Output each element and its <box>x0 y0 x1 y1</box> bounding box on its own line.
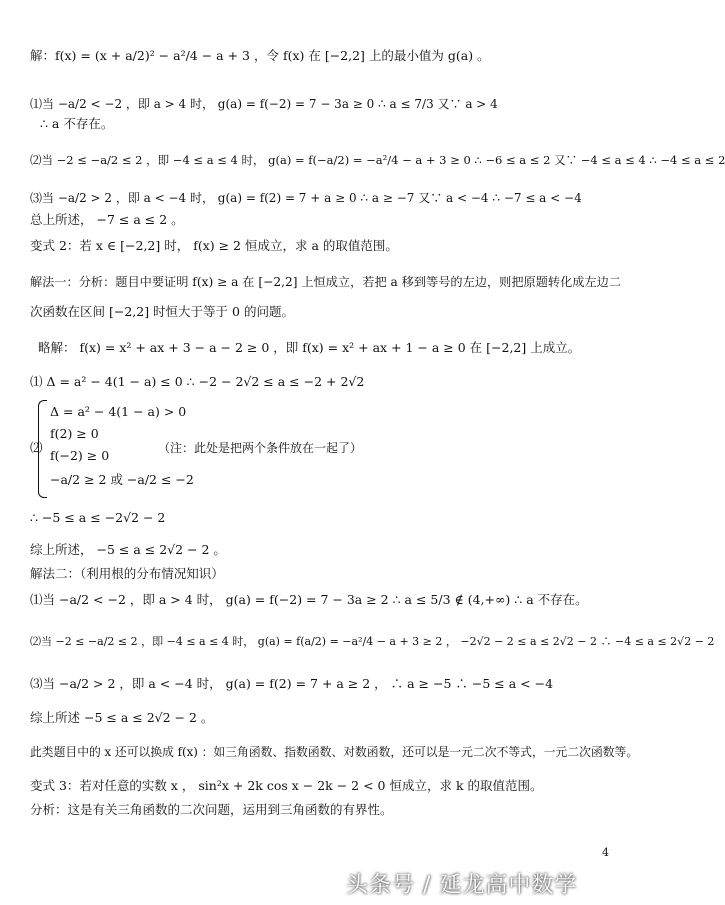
case-1-line: ⑴当 −a/2 < −2 ，即 a > 4 时， g(a) = f(−2) = 7 − 3a ≥ 0 ∴ a ≤ 7/3 又∵ a > 4 <box>30 97 498 111</box>
condition-1: ⑴ Δ = a² − 4(1 − a) ≤ 0 ∴ −2 − 2√2 ≤ a ≤ −2 + 2√2 <box>30 374 365 389</box>
method-2-case-2: ⑵当 −2 ≤ −a/2 ≤ 2 ，即 −4 ≤ a ≤ 4 时， g(a) = f(a/2) = −a²/4 − a + 3 ≥ 2 ， −2√2 − 2 ≤ a ≤ 2√2 − 2 ∴ −4 ≤ a ≤ 2√2 − 2 <box>30 635 715 648</box>
variant-3-heading: 变式 3：若对任意的实数 x ， sin²x + 2k cos x − 2k − 2 < 0 恒成立，求 k 的取值范围。 <box>30 778 543 793</box>
page-number: 4 <box>602 846 609 859</box>
case-3-line: ⑶当 −a/2 > 2 ，即 a < −4 时， g(a) = f(2) = 7 + a ≥ 0 ∴ a ≥ −7 又∵ a < −4 ∴ −7 ≤ a < −4 <box>30 191 582 205</box>
variant-2-heading: 变式 2：若 x ∈ [−2,2] 时， f(x) ≥ 2 恒成立，求 a 的取值范围。 <box>30 238 398 253</box>
system-note: （注：此处是把两个条件放在一起了） <box>158 441 363 455</box>
system-row-1: Δ = a² − 4(1 − a) > 0 <box>50 404 187 419</box>
system-label: ⑵ <box>30 440 43 455</box>
system-row-4: −a/2 ≥ 2 或 −a/2 ≤ −2 <box>50 472 194 487</box>
method-2-heading: 解法二：（利用根的分布情况知识） <box>30 566 224 581</box>
system-brace <box>38 400 47 498</box>
condition-result: ∴ −5 ≤ a ≤ −2√2 − 2 <box>30 510 166 525</box>
method-2-case-3: ⑶当 −a/2 > 2 ，即 a < −4 时， g(a) = f(2) = 7 + a ≥ 2 ， ∴ a ≥ −5 ∴ −5 ≤ a < −4 <box>30 676 554 691</box>
solution-line-1: 解：f(x) = (x + a/2)² − a²/4 − a + 3 ，令 f(x) 在 [−2,2] 上的最小值为 g(a) 。 <box>30 48 490 63</box>
method-2-case-1: ⑴当 −a/2 < −2 ，即 a > 4 时， g(a) = f(−2) = 7 − 3a ≥ 2 ∴ a ≤ 5/3 ∉ (4,+∞) ∴ a 不存在。 <box>30 592 588 607</box>
method-1-analysis-cont: 次函数在区间 [−2,2] 时恒大于等于 0 的问题。 <box>30 304 294 319</box>
method-1-analysis: 解法一：分析：题目中要证明 f(x) ≥ a 在 [−2,2] 上恒成立，若把 a 移到等号的左边，则把原题转化成左边二 <box>30 275 622 289</box>
variant-3-analysis: 分析：这是有关三角函数的二次问题，运用到三角函数的有界性。 <box>30 802 393 817</box>
system-row-2: f(2) ≥ 0 <box>50 426 99 441</box>
method-2-summary: 综上所述 −5 ≤ a ≤ 2√2 − 2 。 <box>30 710 214 725</box>
case-2-line: ⑵当 −2 ≤ −a/2 ≤ 2 ，即 −4 ≤ a ≤ 4 时， g(a) = f(−a/2) = −a²/4 − a + 3 ≥ 0 ∴ −6 ≤ a ≤ 2 又∵ −4 ≤ a ≤ 4 ∴ −4 ≤ a ≤ 2 <box>30 153 725 167</box>
method-1-summary: 综上所述， −5 ≤ a ≤ 2√2 − 2 。 <box>30 542 226 557</box>
remark-line: 此类题目中的 x 还可以换成 f(x) ：如三角函数、指数函数、对数函数，还可以是一元二次不等式，一元二次函数等。 <box>30 745 639 759</box>
brief-solution: 略解： f(x) = x² + ax + 3 − a − 2 ≥ 0 ，即 f(x) = x² + ax + 1 − a ≥ 0 在 [−2,2] 上成立。 <box>38 340 581 355</box>
system-row-3: f(−2) ≥ 0 <box>50 448 110 463</box>
watermark: 头条号 / 延龙高中数学 <box>346 873 578 898</box>
case-1-conclusion: ∴ a 不存在。 <box>40 116 114 131</box>
summary-line: 总上所述， −7 ≤ a ≤ 2 。 <box>30 212 184 227</box>
